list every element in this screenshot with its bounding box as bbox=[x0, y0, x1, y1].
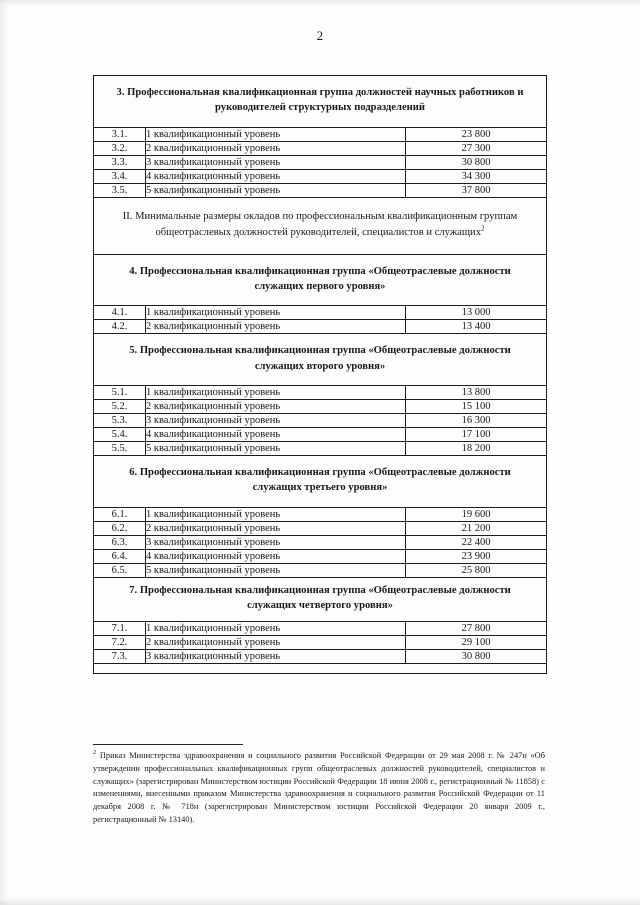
table-row bbox=[94, 320, 547, 334]
row-value: 13 000 bbox=[406, 306, 547, 320]
row-description: 5 квалификационный уровень bbox=[146, 441, 406, 455]
footnote-separator bbox=[93, 744, 243, 745]
salary-table-body bbox=[94, 76, 547, 674]
row-number: 7.1. bbox=[94, 622, 146, 636]
row-number: 3.1. bbox=[94, 127, 146, 141]
row-value: 34 300 bbox=[406, 169, 547, 183]
row-value: 27 300 bbox=[406, 141, 547, 155]
scan-artifact-bottom bbox=[0, 897, 640, 905]
scan-artifact-left bbox=[0, 0, 10, 905]
table-row bbox=[94, 141, 547, 155]
row-description: 1 квалификационный уровень bbox=[146, 622, 406, 636]
row-value: 27 800 bbox=[406, 622, 547, 636]
row-number: 3.3. bbox=[94, 155, 146, 169]
table-row bbox=[94, 413, 547, 427]
row-value: 21 200 bbox=[406, 521, 547, 535]
row-value: 19 600 bbox=[406, 507, 547, 521]
roman-paragraph-text: II. Минимальные размеры окладов по профессиональным квалификационным группам общеотраслевых должностей руководителей, специалистов и служащих bbox=[122, 210, 518, 238]
table-row bbox=[94, 563, 547, 577]
table-row bbox=[94, 427, 547, 441]
row-value: 23 800 bbox=[406, 127, 547, 141]
spacer-cell bbox=[94, 664, 547, 674]
table-row bbox=[94, 155, 547, 169]
row-description: 3 квалификационный уровень bbox=[146, 650, 406, 664]
row-value: 17 100 bbox=[406, 427, 547, 441]
row-description: 2 квалификационный уровень bbox=[146, 521, 406, 535]
table-row bbox=[94, 549, 547, 563]
row-description: 2 квалификационный уровень bbox=[146, 399, 406, 413]
row-description: 3 квалификационный уровень bbox=[146, 155, 406, 169]
row-number: 3.5. bbox=[94, 183, 146, 197]
table-trailing-spacer bbox=[94, 664, 547, 674]
group-heading-5: 5. Профессиональная квалификационная группа «Общеотраслевые должности служащих второго уровня» bbox=[94, 334, 547, 386]
row-number: 5.2. bbox=[94, 399, 146, 413]
row-number: 6.4. bbox=[94, 549, 146, 563]
row-number: 7.3. bbox=[94, 650, 146, 664]
footnote bbox=[93, 750, 545, 827]
row-number: 6.5. bbox=[94, 563, 146, 577]
row-description: 4 квалификационный уровень bbox=[146, 427, 406, 441]
table-row bbox=[94, 183, 547, 197]
table-row bbox=[94, 650, 547, 664]
row-description: 2 квалификационный уровень bbox=[146, 320, 406, 334]
row-description: 1 квалификационный уровень bbox=[146, 306, 406, 320]
table-row bbox=[94, 622, 547, 636]
row-description: 2 квалификационный уровень bbox=[146, 141, 406, 155]
row-number: 5.1. bbox=[94, 385, 146, 399]
row-number: 7.2. bbox=[94, 636, 146, 650]
row-number: 6.1. bbox=[94, 507, 146, 521]
row-description: 3 квалификационный уровень bbox=[146, 413, 406, 427]
row-value: 30 800 bbox=[406, 155, 547, 169]
row-value: 23 900 bbox=[406, 549, 547, 563]
row-value: 15 100 bbox=[406, 399, 547, 413]
row-description: 1 квалификационный уровень bbox=[146, 127, 406, 141]
row-description: 4 квалификационный уровень bbox=[146, 549, 406, 563]
page-number: 2 bbox=[316, 28, 324, 43]
table-row bbox=[94, 535, 547, 549]
row-description: 1 квалификационный уровень bbox=[146, 507, 406, 521]
scan-artifact-top bbox=[0, 0, 640, 6]
row-number: 6.2. bbox=[94, 521, 146, 535]
group-heading-row bbox=[94, 254, 547, 306]
group-heading-4: 4. Профессиональная квалификационная группа «Общеотраслевые должности служащих первого уровня» bbox=[94, 254, 547, 306]
table-row bbox=[94, 636, 547, 650]
group-heading-7: 7. Профессиональная квалификационная группа «Общеотраслевые должности служащих четвертого уровня» bbox=[94, 577, 547, 622]
group-heading-6: 6. Профессиональная квалификационная группа «Общеотраслевые должности служащих третьего уровня» bbox=[94, 455, 547, 507]
table-row bbox=[94, 385, 547, 399]
row-description: 5 квалификационный уровень bbox=[146, 563, 406, 577]
row-value: 13 800 bbox=[406, 385, 547, 399]
roman-paragraph bbox=[94, 197, 547, 254]
table-row bbox=[94, 306, 547, 320]
row-number: 5.3. bbox=[94, 413, 146, 427]
row-value: 37 800 bbox=[406, 183, 547, 197]
row-value: 18 200 bbox=[406, 441, 547, 455]
row-value: 13 400 bbox=[406, 320, 547, 334]
row-number: 5.4. bbox=[94, 427, 146, 441]
table-row bbox=[94, 507, 547, 521]
row-description: 1 квалификационный уровень bbox=[146, 385, 406, 399]
group-heading-row bbox=[94, 577, 547, 622]
group-heading-row bbox=[94, 76, 547, 128]
table-row bbox=[94, 399, 547, 413]
group-heading-row bbox=[94, 334, 547, 386]
row-value: 16 300 bbox=[406, 413, 547, 427]
row-description: 4 квалификационный уровень bbox=[146, 169, 406, 183]
roman-paragraph-row bbox=[94, 197, 547, 254]
row-value: 22 400 bbox=[406, 535, 547, 549]
row-description: 5 квалификационный уровень bbox=[146, 183, 406, 197]
row-description: 3 квалификационный уровень bbox=[146, 535, 406, 549]
row-value: 25 800 bbox=[406, 563, 547, 577]
group-heading-row bbox=[94, 455, 547, 507]
salary-table bbox=[93, 75, 547, 674]
footnote-marker: 2 bbox=[93, 749, 97, 757]
table-row bbox=[94, 521, 547, 535]
row-number: 4.1. bbox=[94, 306, 146, 320]
row-value: 30 800 bbox=[406, 650, 547, 664]
row-number: 5.5. bbox=[94, 441, 146, 455]
row-description: 2 квалификационный уровень bbox=[146, 636, 406, 650]
row-number: 4.2. bbox=[94, 320, 146, 334]
table-row bbox=[94, 169, 547, 183]
row-number: 6.3. bbox=[94, 535, 146, 549]
row-number: 3.4. bbox=[94, 169, 146, 183]
table-row bbox=[94, 441, 547, 455]
footnote-text: Приказ Министерства здравоохранения и социального развития Российской Федерации от 29 мая 2008 г. № 247н «Об утверждении профессиональных квалификационных групп общеотраслевых должностей руководителей, специалистов и служащих» (зарегистрирован Министерством юстиции Российской Федерации 18 июня 2008 г., регистрационный № 11858) с изменениями, внесенными приказом Министерства здравоохранения и социального развития Российской Федерации от 11 декабря 2008 г. № 718н (зарегистрирован Министерством юстиции Российской Федерации 20 января 2009 г., регистрационный № 13140). bbox=[93, 751, 545, 824]
table-row bbox=[94, 127, 547, 141]
footnote-marker-inline: 2 bbox=[481, 224, 485, 233]
row-value: 29 100 bbox=[406, 636, 547, 650]
row-number: 3.2. bbox=[94, 141, 146, 155]
group-heading-3: 3. Профессиональная квалификационная группа должностей научных работников и руководителей структурных подразделений bbox=[94, 76, 547, 128]
